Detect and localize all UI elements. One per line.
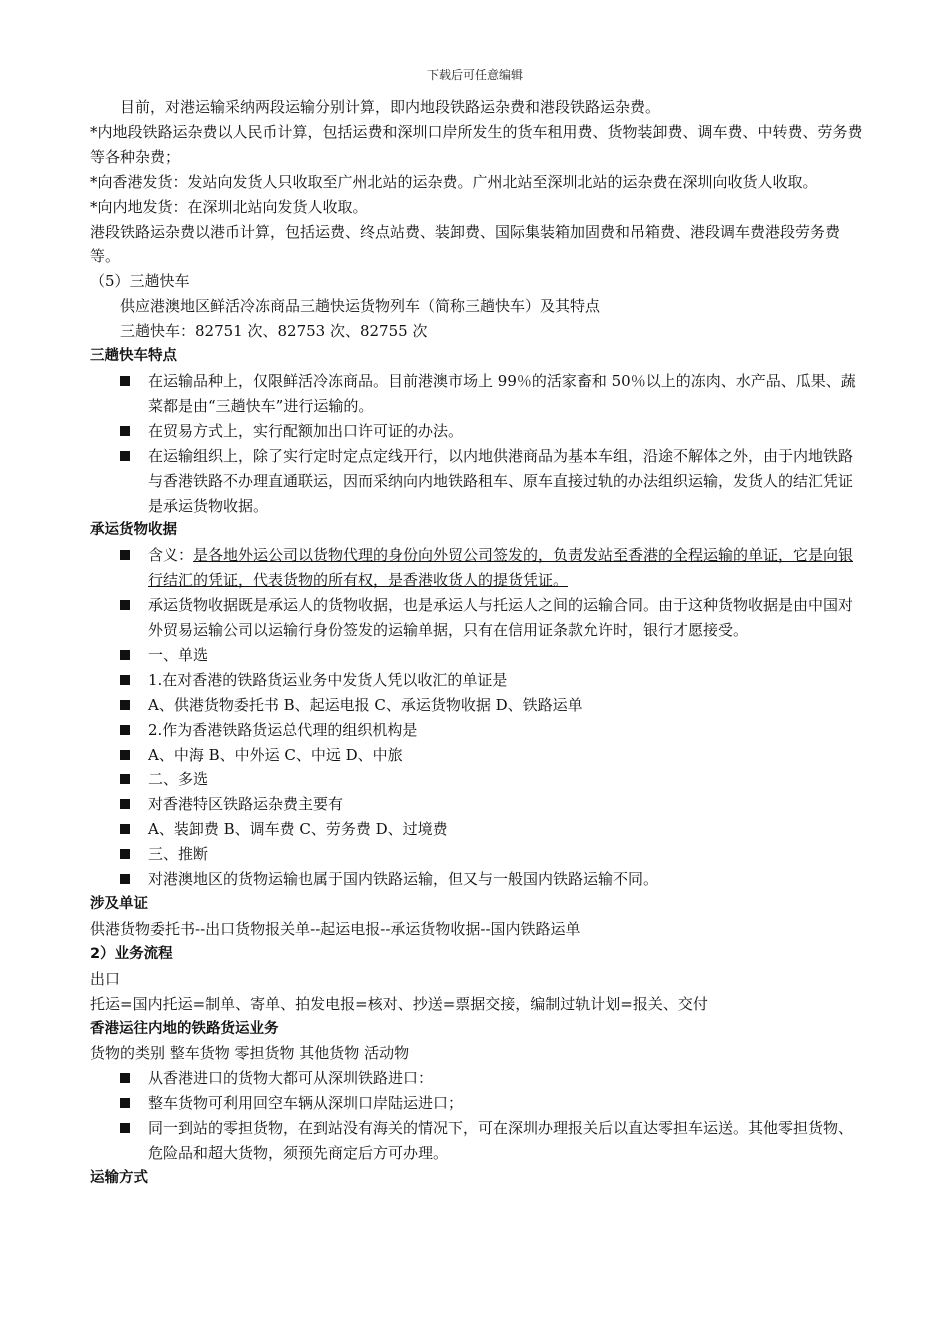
features-list [90, 369, 865, 518]
section-line: 三趟快车：82751 次、82753 次、82755 次 [120, 322, 428, 341]
list-item: A、中海 B、中外运 C、中远 D、中旅 [90, 743, 865, 768]
hk-inland-list [90, 1066, 865, 1166]
square-bullet-icon [120, 849, 130, 859]
page-header: 下载后可任意编辑 [426, 68, 523, 82]
definition-label: 含义： [148, 546, 194, 565]
document-body [90, 95, 865, 1191]
list-item: 在贸易方式上，实行配额加出口许可证的办法。 [90, 419, 865, 444]
intro-paragraph: *内地段铁路运杂费以人民币计算，包括运费和深圳口岸所发生的货车租用费、货物装卸费、调车费、中转费、劳务费等各种杂费； [90, 122, 863, 166]
square-bullet-icon [120, 1073, 130, 1083]
documents-heading: 涉及单证 [90, 896, 148, 912]
section-line: 供应港澳地区鲜活冷冻商品三趟快运货物列车（简称三趟快车）及其特点 [120, 297, 601, 316]
list-item: 整车货物可利用回空车辆从深圳口岸陆运进口； [90, 1091, 865, 1116]
square-bullet-icon [120, 426, 130, 436]
square-bullet-icon [120, 1098, 130, 1108]
list-item: 对香港特区铁路运杂费主要有 [90, 792, 865, 817]
list-item: 在运输组织上，除了实行定时定点定线开行，以内地供港商品为基本车组，沿途不解体之外，由于内地铁路与香港铁路不办理直通联运，因而采纳向内地铁路租车、原车直接过轨的办法组织运输，发货人的结汇凭证是承运货物收据。 [90, 444, 865, 519]
receipt-list [90, 543, 865, 892]
documents-line: 供港货物委托书--出口货物报关单--起运电报--承运货物收据--国内铁路运单 [90, 919, 581, 938]
square-bullet-icon [120, 824, 130, 834]
features-heading: 三趟快车特点 [90, 348, 177, 365]
cargo-types-line: 货物的类别 整车货物 零担货物 其他货物 活动物 [90, 1044, 410, 1063]
transport-heading: 运输方式 [90, 1169, 148, 1186]
intro-paragraph: *向香港发货：发站向发货人只收取至广州北站的运杂费。广州北站至深圳北站的运杂费在深圳向收货人收取。 [90, 172, 818, 191]
square-bullet-icon [120, 750, 130, 760]
definition-text: 是各地外运公司以货物代理的身份向外贸公司签发的，负责发站至香港的全程运输的单证，它是向银行结汇的凭证，代表货物的所有权，是香港收货人的提货凭证。 [148, 546, 854, 590]
list-item: 对港澳地区的货物运输也属于国内铁路运输，但又与一般国内铁路运输不同。 [90, 867, 865, 892]
list-item: 从香港进口的货物大都可从深圳铁路进口： [90, 1066, 865, 1091]
list-item: 承运货物收据既是承运人的货物收据，也是承运人与托运人之间的运输合同。由于这种货物收据是由中国对外贸易运输公司以运输行身份签发的运输单据，只有在信用证条款允许时，银行才愿接受。 [90, 593, 865, 643]
list-item: 1.在对香港的铁路货运业务中发货人凭以收汇的单证是 [90, 668, 865, 693]
square-bullet-icon [120, 1123, 130, 1133]
receipt-heading: 承运货物收据 [90, 522, 177, 539]
flow-line: 出口 [90, 969, 121, 988]
square-bullet-icon [120, 799, 130, 809]
square-bullet-icon [120, 650, 130, 660]
list-item [90, 543, 865, 593]
list-item: 二、多选 [90, 767, 865, 792]
square-bullet-icon [120, 700, 130, 710]
square-bullet-icon [120, 874, 130, 884]
list-item: 在运输品种上，仅限鲜活冷冻商品。目前港澳市场上 99％的活家畜和 50％以上的冻肉、水产品、瓜果、蔬菜都是由“三趟快车”进行运输的。 [90, 369, 865, 419]
list-item: 同一到站的零担货物，在到站没有海关的情况下，可在深圳办理报关后以直达零担车运送。其他零担货物、危险品和超大货物，须预先商定后方可办理。 [90, 1116, 865, 1166]
flow-line: 托运=国内托运=制单、寄单、拍发电报=核对、抄送=票据交接，编制过轨计划=报关、交付 [90, 994, 708, 1013]
square-bullet-icon [120, 376, 130, 386]
square-bullet-icon [120, 600, 130, 610]
flow-heading: 2）业务流程 [90, 945, 173, 962]
list-item: A、装卸费 B、调车费 C、劳务费 D、过境费 [90, 817, 865, 842]
intro-paragraph: 港段铁路运杂费以港币计算，包括运费、终点站费、装卸费、国际集装箱加固费和吊箱费、港段调车费港段劳务费等。 [90, 222, 841, 266]
square-bullet-icon [120, 550, 130, 560]
square-bullet-icon [120, 725, 130, 735]
square-bullet-icon [120, 675, 130, 685]
list-item: 2.作为香港铁路货运总代理的组织机构是 [90, 718, 865, 743]
section-title: （5）三趟快车 [90, 272, 190, 291]
intro-paragraph: *向内地发货：在深圳北站向发货人收取。 [90, 197, 368, 216]
square-bullet-icon [120, 451, 130, 461]
intro-line: 目前，对港运输采纳两段运输分别计算，即内地段铁路运杂费和港段铁路运杂费。 [120, 98, 661, 116]
list-item: A、供港货物委托书 B、起运电报 C、承运货物收据 D、铁路运单 [90, 693, 865, 718]
list-item: 一、单选 [90, 643, 865, 668]
square-bullet-icon [120, 774, 130, 784]
hk-inland-heading: 香港运往内地的铁路货运业务 [90, 1020, 279, 1037]
list-item: 三、推断 [90, 842, 865, 867]
